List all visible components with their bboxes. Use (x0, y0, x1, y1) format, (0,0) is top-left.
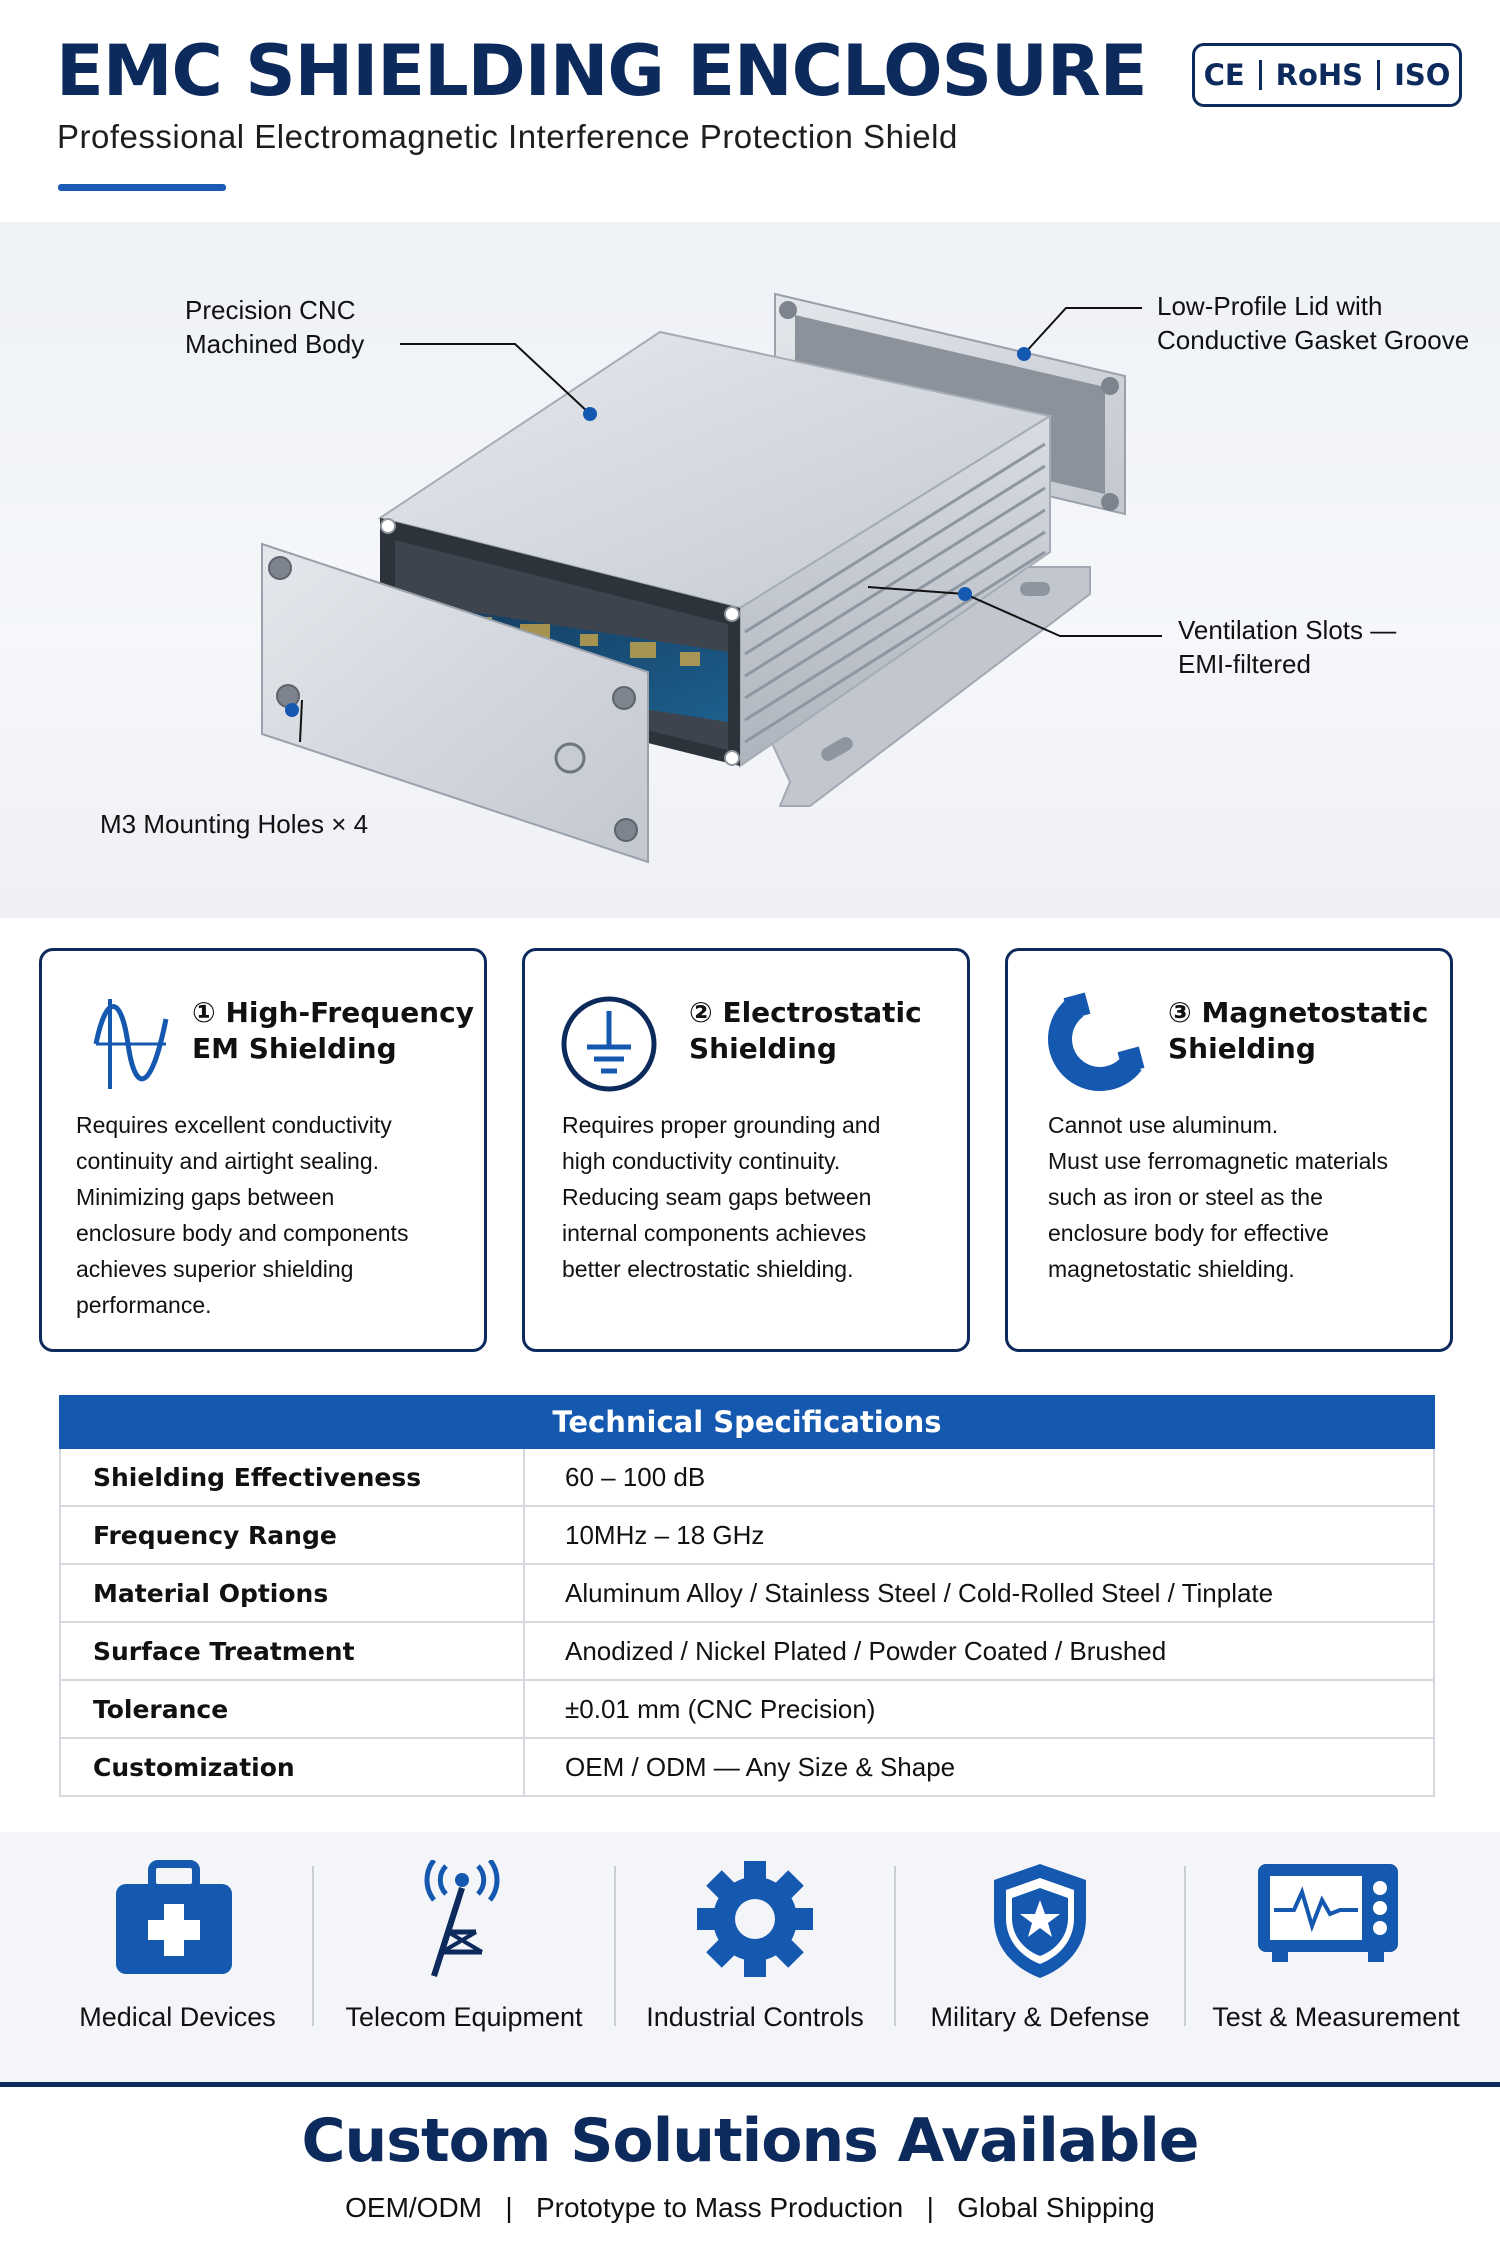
shield-star-icon (988, 1860, 1092, 1982)
feature-card-high-frequency (39, 948, 487, 1352)
application-label: Industrial Controls (646, 2002, 864, 2032)
feature-card-electrostatic (522, 948, 970, 1352)
feature-description: Cannot use aluminum. Must use ferromagnetic materials such as iron or steel as the enclosure body for effective magnetostatic shielding. (1048, 1112, 1389, 1282)
medical-kit-icon (112, 1860, 236, 1978)
application-medical (0, 1832, 312, 2082)
application-military (896, 1832, 1184, 2082)
spec-key: Surface Treatment (61, 1623, 525, 1679)
certification-badge (1192, 43, 1462, 107)
cert-divider (1377, 60, 1380, 90)
table-row (59, 1449, 1435, 1507)
feature-title: ③ Magnetostatic Shielding (1168, 996, 1429, 1065)
application-industrial (616, 1832, 894, 2082)
product-illustration (0, 222, 1500, 918)
spec-key: Tolerance (61, 1681, 525, 1737)
application-label: Test & Measurement (1212, 2002, 1460, 2032)
feature-description: Requires excellent conductivity continuity and airtight sealing. Minimizing gaps between enclosure body and components achieves superior shielding performance. (76, 1112, 409, 1318)
feature-description: Requires proper grounding and high conductivity continuity. Reducing seam gaps between internal components achieves better electrostatic shielding. (562, 1112, 881, 1282)
magnet-icon (1036, 989, 1146, 1099)
application-label: Medical Devices (79, 2002, 276, 2032)
title-underline (58, 184, 226, 191)
page-title: EMC SHIELDING ENCLOSURE (56, 30, 1147, 112)
callout-mounting-holes: M3 Mounting Holes × 4 (100, 809, 369, 839)
specifications-heading: Technical Specifications (59, 1395, 1435, 1449)
spec-key: Material Options (61, 1565, 525, 1621)
spec-value: Anodized / Nickel Plated / Powder Coated / Brushed (565, 1635, 1167, 1666)
footer-rule (0, 2082, 1500, 2087)
table-row (59, 1565, 1435, 1623)
oscilloscope-icon (1254, 1860, 1402, 1964)
gear-icon (696, 1860, 814, 1978)
spec-key: Shielding Effectiveness (61, 1449, 525, 1505)
spec-value: Aluminum Alloy / Stainless Steel / Cold-Rolled Steel / Tinplate (565, 1577, 1274, 1608)
spec-value: ±0.01 mm (CNC Precision) (565, 1693, 876, 1724)
table-row (59, 1739, 1435, 1797)
application-test-measurement (1186, 1832, 1486, 2082)
cert-ce: CE (1203, 58, 1245, 92)
page-subtitle: Professional Electromagnetic Interference Protection Shield (57, 118, 958, 155)
feature-title: ① High-Frequency EM Shielding (192, 996, 474, 1065)
callout-ventilation: Ventilation Slots — EMI-filtered (1178, 615, 1397, 679)
footer-subtitle: OEM/ODM | Prototype to Mass Production | Global Shipping (345, 2192, 1155, 2223)
table-row (59, 1507, 1435, 1565)
feature-title: ② Electrostatic Shielding (689, 996, 922, 1065)
application-label: Military & Defense (930, 2002, 1150, 2032)
table-row (59, 1681, 1435, 1739)
ground-icon (557, 989, 667, 1099)
table-row (59, 1623, 1435, 1681)
spec-value: OEM / ODM — Any Size & Shape (565, 1751, 956, 1782)
application-telecom (314, 1832, 614, 2082)
footer-title: Custom Solutions Available (301, 2106, 1199, 2176)
spec-value: 60 – 100 dB (565, 1461, 706, 1492)
cert-rohs: RoHS (1275, 58, 1364, 92)
applications-strip (0, 1832, 1500, 2082)
cert-iso: ISO (1394, 58, 1451, 92)
spec-key: Customization (61, 1739, 525, 1795)
spec-key: Frequency Range (61, 1507, 525, 1563)
application-label: Telecom Equipment (345, 2002, 583, 2032)
feature-card-magnetostatic (1005, 948, 1453, 1352)
specifications-table (59, 1395, 1435, 1797)
page-header (0, 0, 1500, 220)
callout-lid: Low-Profile Lid with Conductive Gasket Groove (1157, 291, 1470, 355)
sine-wave-icon (66, 989, 176, 1099)
antenna-tower-icon (412, 1860, 512, 1980)
spec-value: 10MHz – 18 GHz (565, 1519, 765, 1550)
callout-machined-body: Precision CNC Machined Body (185, 295, 365, 359)
cert-divider (1259, 60, 1262, 90)
